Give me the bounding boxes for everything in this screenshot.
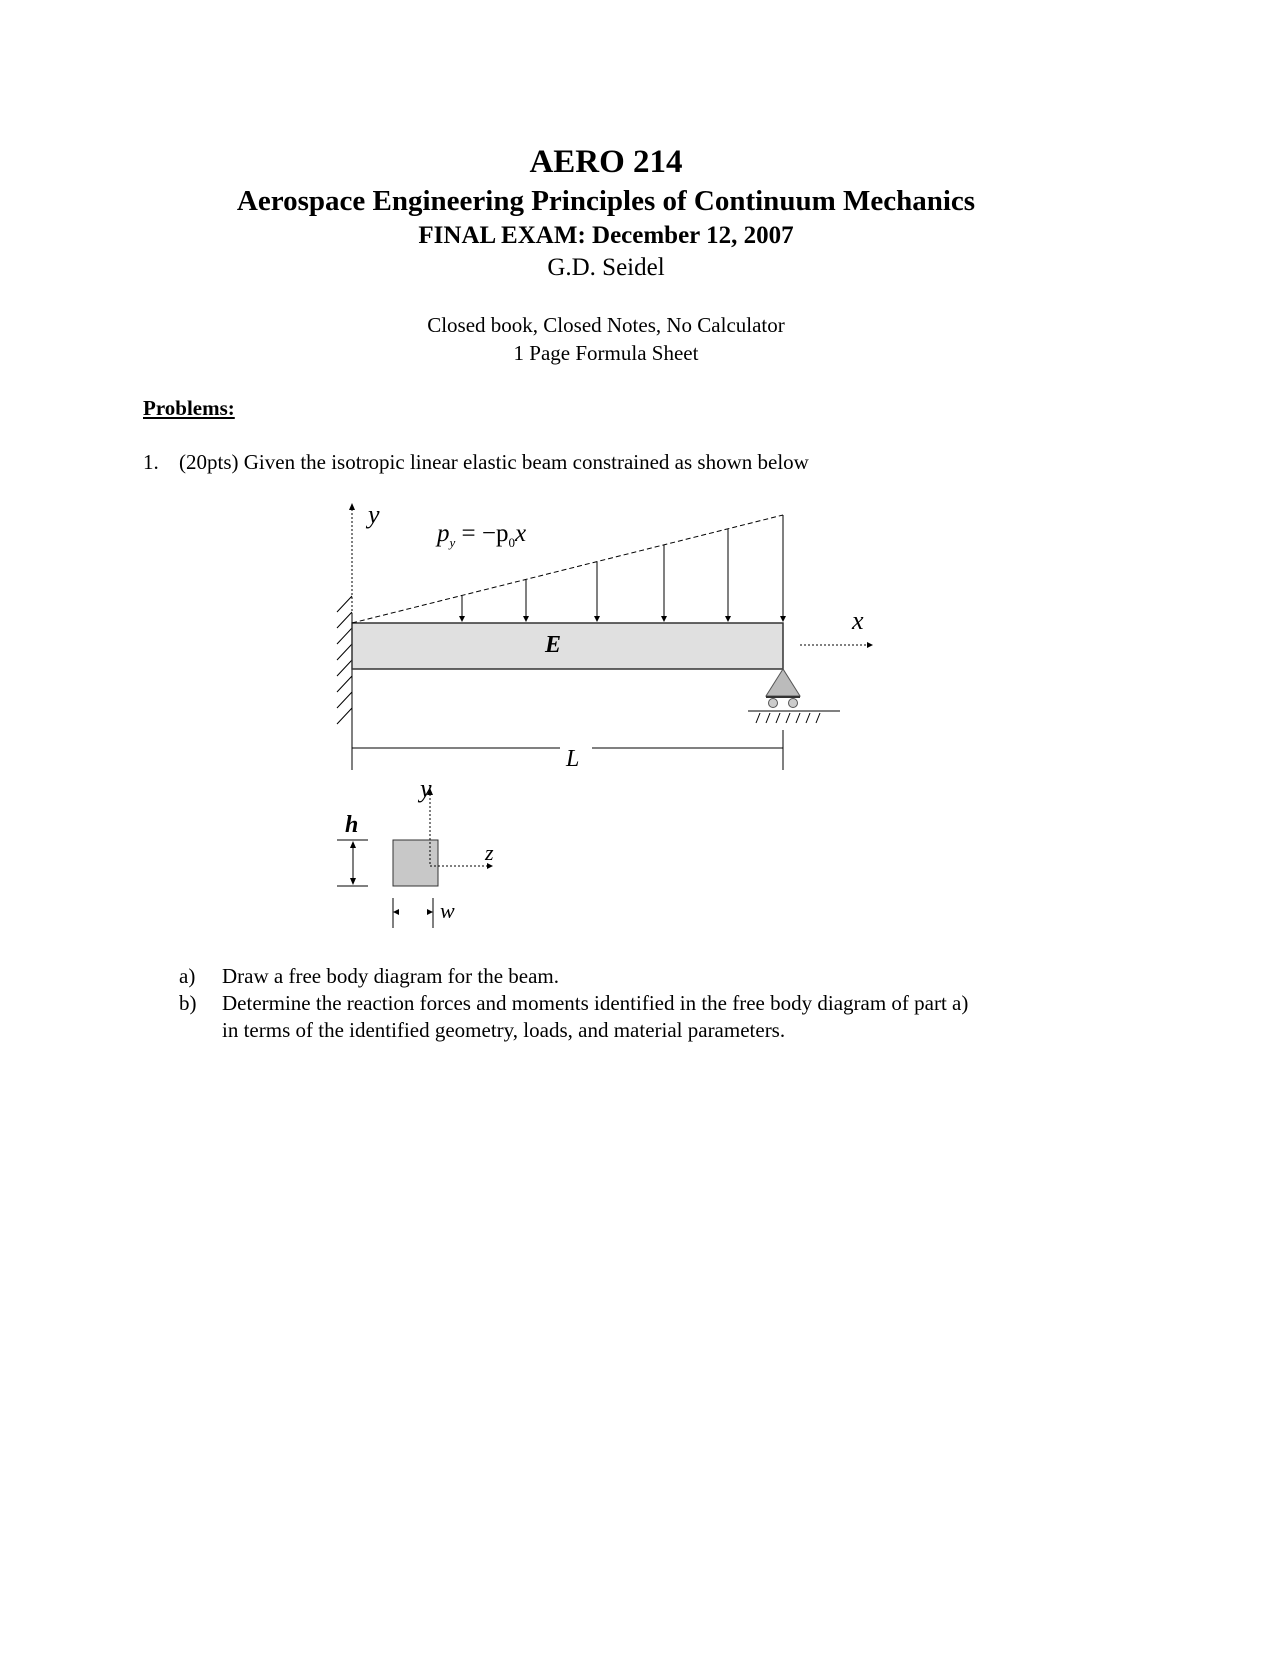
- load-envelope: [352, 515, 783, 623]
- load-equation: [437, 520, 526, 551]
- course-number: AERO 214: [529, 144, 683, 180]
- exam-rules-1: Closed book, Closed Notes, No Calculator: [427, 313, 785, 337]
- y-axis-label: y: [368, 500, 380, 529]
- course-title: Aerospace Engineering Principles of Continuum Mechanics: [236, 185, 976, 217]
- height-label: h: [345, 812, 359, 838]
- exam-date: FINAL EXAM: December 12, 2007: [418, 222, 794, 249]
- load-coefficient-subscript: 0: [508, 535, 515, 550]
- fixed-wall: [337, 596, 352, 770]
- exam-rules-2: 1 Page Formula Sheet: [513, 341, 699, 365]
- width-label: w: [440, 898, 455, 923]
- length-label: L: [566, 746, 580, 772]
- part-a-label: a): [179, 964, 196, 988]
- load-symbol: p: [437, 520, 450, 547]
- part-a-text: Draw a free body diagram for the beam.: [222, 964, 560, 988]
- section-heading: Problems:: [143, 396, 235, 420]
- instructor: G.D. Seidel: [547, 254, 665, 281]
- load-subscript: y: [449, 535, 456, 550]
- x-axis-label: x: [852, 606, 864, 635]
- roller-support: [748, 669, 840, 723]
- y-axis-arrowhead: [349, 503, 355, 510]
- cross-section-y-label: y: [420, 774, 432, 803]
- problem-text: (20pts) Given the isotropic linear elastic beam constrained as shown below: [179, 450, 809, 474]
- beam: [352, 623, 783, 669]
- load-equals: = −p: [461, 520, 509, 547]
- part-b-text-continued: in terms of the identified geometry, loads, and material parameters.: [222, 1018, 786, 1042]
- part-b-label: b): [179, 991, 197, 1015]
- load-variable: x: [514, 520, 527, 547]
- modulus-label: E: [545, 632, 562, 658]
- part-b-text: Determine the reaction forces and moments identified in the free body diagram of part a): [222, 991, 969, 1015]
- cross-section-z-label: z: [485, 840, 494, 865]
- cross-section: [337, 788, 492, 928]
- problem-number: 1.: [143, 450, 159, 474]
